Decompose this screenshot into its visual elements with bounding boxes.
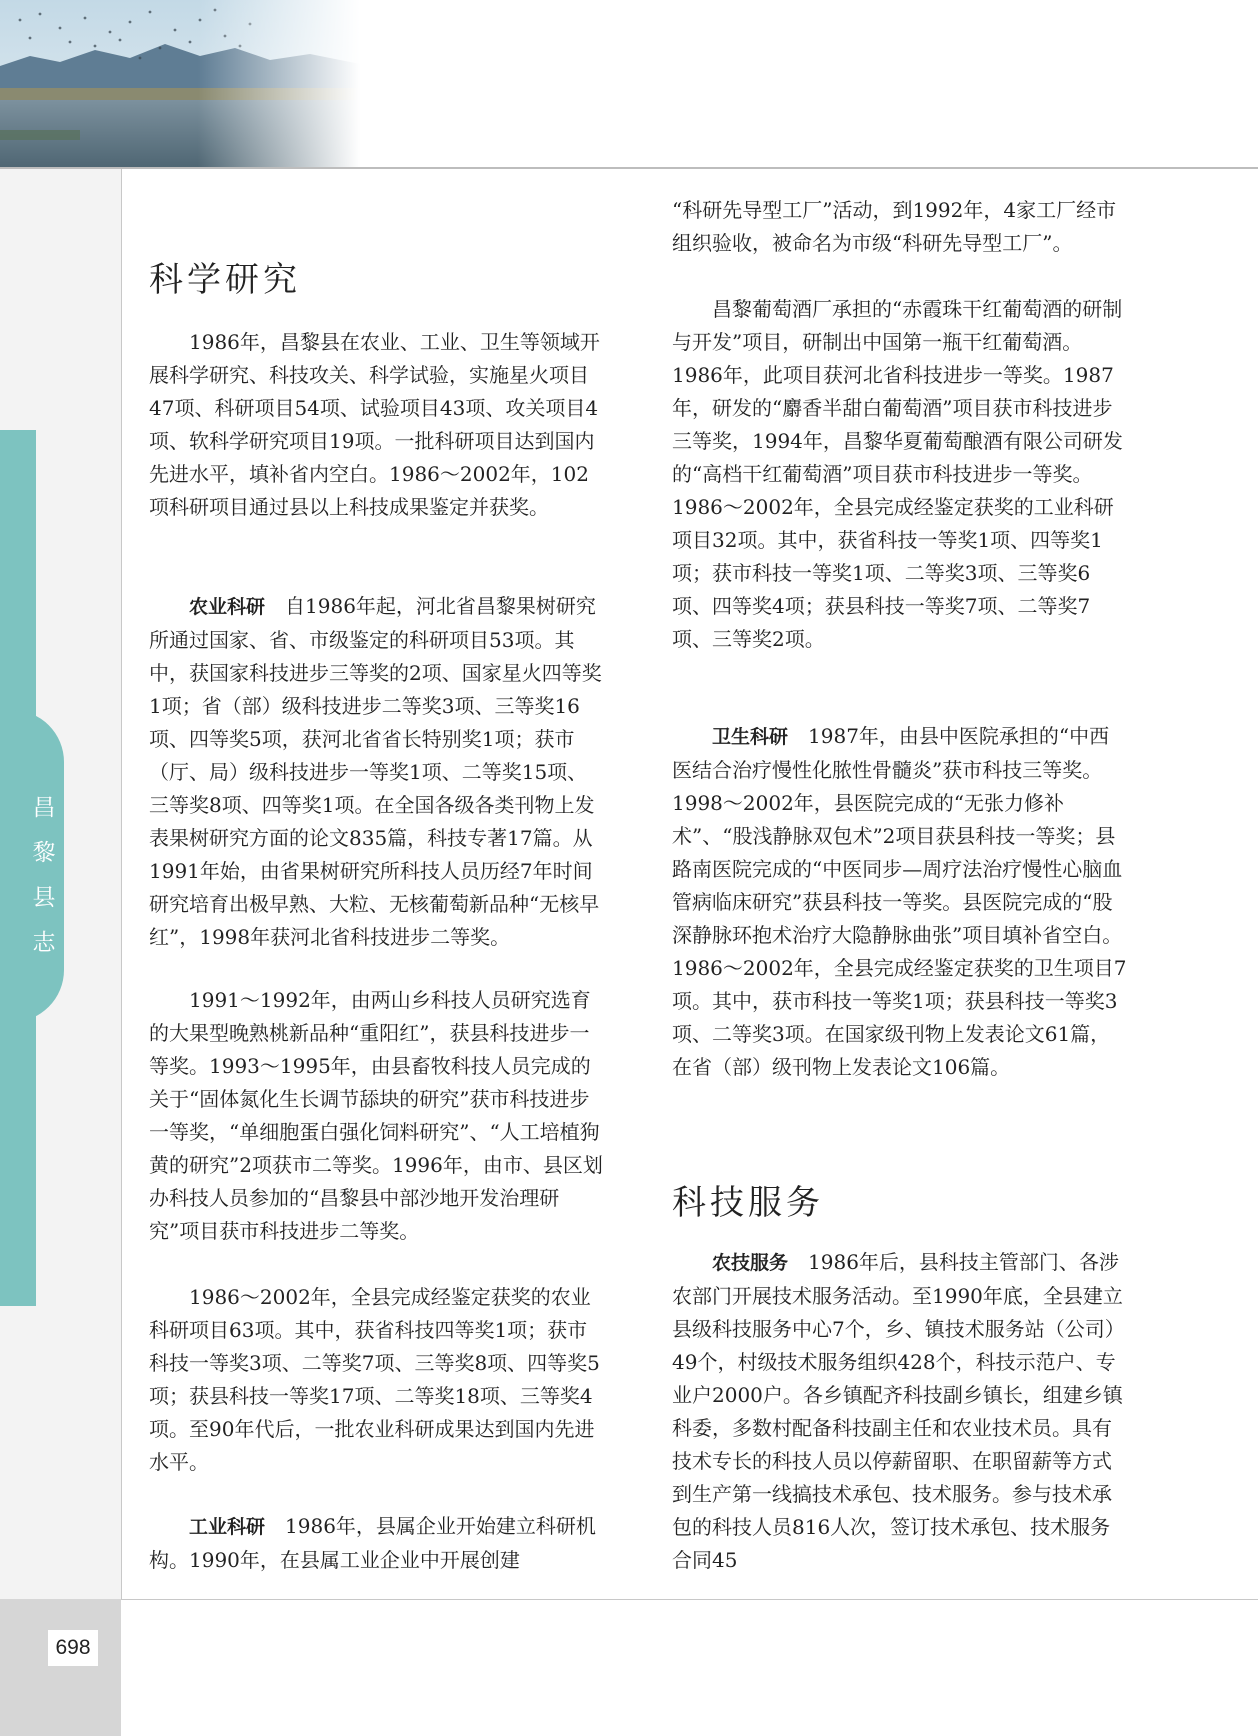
header-divider — [0, 167, 1258, 169]
paragraph-industry: 工业科研 1986年，县属企业开始建立科研机构。1990年，在县属工业企业中开展创建 — [149, 1514, 596, 1572]
paragraph: 1986年，昌黎县在农业、工业、卫生等领域开展科学研究、科技攻关、科学试验，实施星火项目47项、科研项目54项、试验项目43项、攻关项目4项、软科学研究项目19项。一批科研项目达到国内先进水平，填补省内空白。1986～2002年，102项科研项目通过县以上科技成果鉴定并获奖。 — [149, 330, 600, 519]
margin-divider — [121, 169, 122, 1599]
paragraph-health: 卫生科研 1987年，由县中医院承担的“中西医结合治疗慢性化脓性骨髓炎”获市科技三等奖。1998～2002年，县医院完成的“无张力修补术”、“股浅静脉双包术”2项目获县科技一等奖；县路南医院完成的“中医同步—周疗法治疗慢性心脑血管病临床研究”获县科技一等奖。县医院完成的“股深静脉环抱术治疗大隐静脉曲张”项目填补省空白。1986～2002年，全县完成经鉴定获奖的卫生项目7项。其中，获市科技一等奖1项；获县科技一等奖3项、二等奖3项。在国家级刊物上发表论文61篇，在省（部）级刊物上发表论文106篇。 — [672, 724, 1127, 1079]
paragraph-lead: 工业科研 — [189, 1516, 266, 1538]
paragraph-agriculture: 农业科研 自1986年起，河北省昌黎果树研究所通过国家、省、市级鉴定的科研项目53项。其中，获国家科技进步三等奖的2项、国家星火四等奖1项；省（部）级科技进步二等奖3项、三等奖16项、四等奖5项，获河北省省长特别奖1项；获市（厅、局）级科技进步一等奖1项、二等奖15项、三等奖8项、四等奖1项。在全国各级各类刊物上发表果树研究方面的论文835篇，科技专著17篇。从1991年始，由省果树研究所科技人员历经7年时间研究培育出极早熟、大粒、无核葡萄新品种“无核早红”，1998年获河北省科技进步二等奖。 — [149, 594, 602, 949]
paragraph-agri-service: 农技服务 1986年后，县科技主管部门、各涉农部门开展技术服务活动。至1990年底，全县建立县级科技服务中心7个，乡、镇技术服务站（公司）49个，村级技术服务组织428个，科技示范户、专业户2000户。各乡镇配齐科技副乡镇长，组建乡镇科委，多数村配备科技副主任和农业技术员。具有技术专长的科技人员以停薪留职、在职留薪等方式到生产第一线搞技术承包、技术服务。参与技术承包的科技人员816人次，签订技术承包、技术服务合同45 — [672, 1250, 1125, 1572]
paragraph-lead: 卫生科研 — [712, 726, 789, 748]
book-title-tab-label: 昌黎县志 — [32, 795, 56, 956]
paragraph: 昌黎葡萄酒厂承担的“赤霞珠干红葡萄酒的研制与开发”项目，研制出中国第一瓶干红葡萄酒。1986年，此项目获河北省科技进步一等奖。1987年，研发的“麝香半甜白葡萄酒”项目获市科技进步三等奖，1994年，昌黎华夏葡萄酿酒有限公司研发的“高档干红葡萄酒”项目获市科技进步一等奖。1986～2002年，全县完成经鉴定获奖的工业科研项目32项。其中，获省科技一等奖1项、四等奖1项；获市科技一等奖1项、二等奖3项、三等奖6项、四等奖4项；获县科技一等奖7项、二等奖7项、三等奖2项。 — [672, 297, 1123, 651]
page-number: 698 — [48, 1630, 98, 1666]
paragraph: “科研先导型工厂”活动，到1992年，4家工厂经市组织验收，被命名为市级“科研先导型工厂”。 — [672, 198, 1117, 255]
footer-divider — [121, 1599, 1258, 1600]
footer-margin — [0, 1599, 121, 1736]
section-title-research: 科学研究 — [149, 260, 301, 300]
paragraph-lead: 农技服务 — [712, 1252, 789, 1274]
header-landscape-photo — [0, 0, 360, 168]
paragraph-lead: 农业科研 — [189, 596, 266, 618]
section-title-service: 科技服务 — [672, 1183, 824, 1223]
page-footer — [0, 1599, 1258, 1736]
paragraph: 1986～2002年，全县完成经鉴定获奖的农业科研项目63项。其中，获省科技四等奖1项；获市科技一等奖3项、二等奖7项、三等奖8项、四等奖5项；获县科技一等奖17项、二等奖18项、三等奖4项。至90年代后，一批农业科研成果达到国内先进水平。 — [149, 1285, 600, 1474]
paragraph: 1991～1992年，由两山乡科技人员研究选育的大果型晚熟桃新品种“重阳红”，获县科技进步一等奖。1993～1995年，由县畜牧科技人员完成的关于“固体氮化生长调节舔块的研究”获市科技进步一等奖，“单细胞蛋白强化饲料研究”、“人工培植狗黄的研究”2项获市二等奖。1996年，由市、县区划办科技人员参加的“昌黎县中部沙地开发治理研究”项目获市科技进步二等奖。 — [149, 988, 603, 1243]
